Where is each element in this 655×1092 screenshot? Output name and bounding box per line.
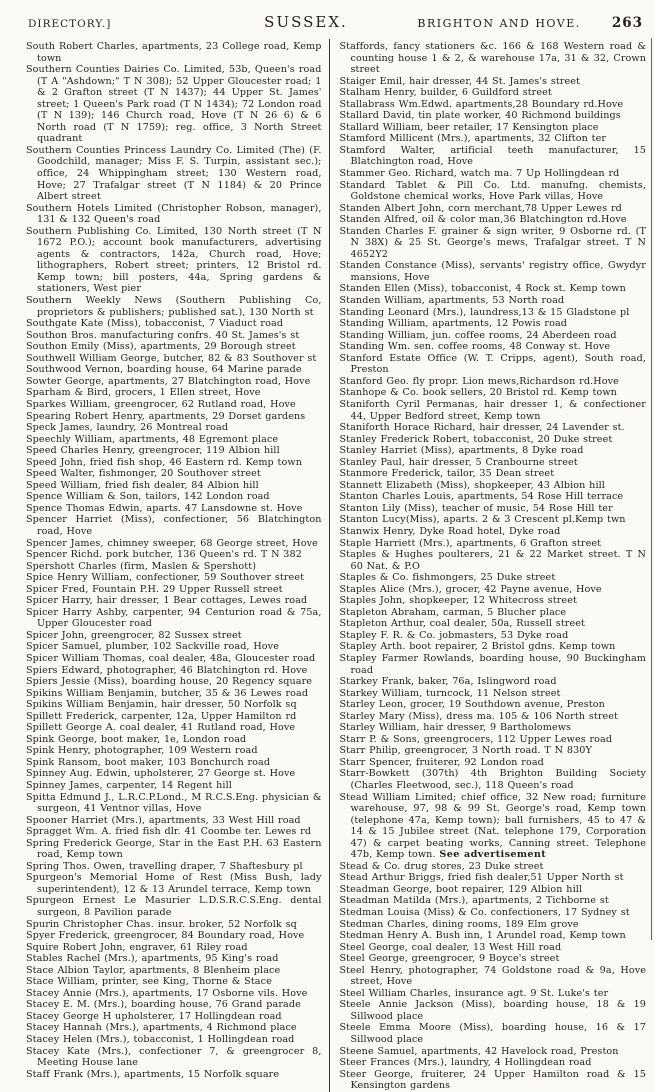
directory-entry: Stapleton Abraham, carman, 5 Blucher place <box>339 606 567 618</box>
directory-entry: Stanwix Henry, Dyke Road hotel, Dyke road <box>339 525 561 537</box>
directory-entry: Starr-Bowkett (307th) 4th Brighton Building Society (Charles Fleetwood, sec.), 118 Queen's road <box>339 768 646 791</box>
directory-entry: Spiers Edward, photographer, 46 Blatchington rd. Hove <box>26 664 308 676</box>
directory-entry: Sparkes William, greengrocer, 62 Rutland road, Hove <box>26 398 296 410</box>
directory-entry: Stanford Estate Office (W. T. Cripps, agent), South road, Preston <box>339 352 646 376</box>
directory-entry: Standard Tablet & Pill Co. Ltd. manufng. chemists, Goldstone chemical works, Hove Park villas, Hove <box>339 179 646 203</box>
directory-entry: Spearing Robert Henry, apartments, 29 Dorset gardens <box>26 410 306 422</box>
directory-entry: Steadman Matilda (Mrs.), apartments, 2 Tichborne st <box>339 895 609 907</box>
directory-entry: Spence William & Son, tailors, 142 London road <box>26 491 270 503</box>
directory-entry: Spicer Harry Ashby, carpenter, 94 Centurion road & 75a, Upper Gloucester road <box>26 606 322 630</box>
directory-entry: Standen William, apartments, 53 North road <box>339 295 565 307</box>
directory-entry: Starley William, hair dresser, 9 Bartholomews <box>339 722 572 734</box>
directory-entry: Southern Weekly News (Southern Publishing Co, proprietors & publishers; published sat.), 130 North st <box>26 295 322 318</box>
directory-entry: Southon Bros. manufacturing confrs. 40 St. James's st <box>26 329 300 341</box>
directory-entry: Stanford Geo. fly propr. Lion mews,Richardson rd.Hove <box>339 375 619 387</box>
directory-entry: Standen Constance (Miss), servants' registry office, Gwydyr mansions, Hove <box>339 260 646 283</box>
directory-entry: Spyer Frederick, greengrocer, 84 Boundary road, Hove <box>26 930 305 942</box>
directory-entry: Standing Wm. sen. coffee rooms, 48 Conway st. Hove <box>339 341 611 353</box>
directory-entry: Stamford Millicent (Mrs.), apartments, 32 Clifton ter <box>339 133 607 145</box>
directory-entry: Staple Harriett (Mrs.), apartments, 6 Grafton street <box>339 537 602 549</box>
directory-entry: Speed William, fried fish dealer, 84 Albion hill <box>26 479 259 491</box>
directory-entry: Stalham Henry, builder, 6 Guildford street <box>339 87 552 99</box>
page-header <box>4 10 653 37</box>
directory-entry: Spencer James, chimney sweeper, 68 George street, Hove <box>26 537 318 549</box>
directory-entry: Steel Henry, photographer, 74 Goldstone road & 9a, Hove street, Hove <box>339 964 646 988</box>
directory-entry: Stacey E. M. (Mrs.), boarding house, 76 Grand parade <box>26 999 301 1011</box>
directory-entry: Staples & Hughes poulterers, 21 & 22 Market street. T N 60 Nat. & P.O <box>339 549 646 572</box>
directory-entry: Steel William Charles, insurance agt. 9 St. Luke's ter <box>339 987 609 999</box>
directory-entry: Staples John, shopkeeper, 12 Whitecross street <box>339 595 577 607</box>
directory-column-right <box>329 39 654 1092</box>
directory-entry: Starr P. & Sons, greengrocers, 112 Upper Lewes road <box>339 733 613 745</box>
directory-entry: Spurgeon's Memorial Home of Rest (Miss Bush, lady superintendent), 12 & 13 Arundel terrace, Kemp town <box>26 872 322 895</box>
directory-entry: Starr Philip, greengrocer, 3 North road. T N 830Y <box>339 745 592 757</box>
directory-entry: Spiers Jessie (Miss), boarding house, 20 Regency square <box>26 676 313 688</box>
directory-entry: Speed Charles Henry, greengrocer, 119 Albion hill <box>26 445 280 457</box>
directory-entry: Starkey Frank, baker, 76a, Islingword road <box>339 676 557 688</box>
directory-entry: Spence Thomas Edwin, aparts. 47 Lansdowne st. Hove <box>26 502 303 514</box>
page-title: SUSSEX. <box>264 13 348 31</box>
directory-entry: Starr Spencer, fruiterer, 92 London road <box>339 756 544 768</box>
directory-entry: Steel George, greengrocer, 9 Boyce's street <box>339 953 560 965</box>
directory-entry: Spink Ransom, boot maker, 103 Bonchurch road <box>26 756 271 768</box>
directory-entry: Spring Thos. Owen, travelling draper, 7 Shaftesbury pl <box>26 860 303 872</box>
directory-entry: Stace Albion Taylor, apartments, 8 Blenheim place <box>26 964 281 976</box>
directory-entry: Stapley Farmer Rowlands, boarding house, 90 Buckingham road <box>339 652 646 676</box>
directory-entry: Spencer Richd. pork butcher, 136 Queen's rd. T N 382 <box>26 549 302 561</box>
directory-entry: Stanley Frederick Robert, tobacconist, 20 Duke street <box>339 433 613 445</box>
directory-entry: Spitta Edmund J., L.R.C.P.Lond., M R.C.S.Eng. physician & surgeon, 41 Ventnor villas, Hove <box>26 791 322 815</box>
directory-entry: Stacey Kate (Mrs.), confectioner 7, & greengrocer 8, Meeting House lane <box>26 1045 322 1069</box>
directory-entry: Starley Leon, grocer, 19 Southdown avenue, Preston <box>339 699 605 711</box>
directory-entry: Stapley Arth. boot repairer, 2 Bristol gdns. Kemp town <box>339 641 616 653</box>
directory-entry: Stannett Elizabeth (Miss), shopkeeper, 43 Albion hill <box>339 479 605 491</box>
directory-entry: Stanmore Frederick, tailor, 35 Dean street <box>339 468 555 480</box>
directory-entry: Starley Mary (Miss), dress ma. 105 & 106 North street <box>339 710 619 722</box>
directory-entry: Spikins William Benjamin, butcher, 35 & 36 Lewes road <box>26 687 309 699</box>
directory-entry: Speed Walter, fishmonger, 20 Southover street <box>26 468 261 480</box>
directory-entry: Staples Alice (Mrs.), grocer, 42 Payne avenue, Hove <box>339 583 602 595</box>
directory-entry: Staniforth Cyril Permanas, hair dresser 1, & confectioner 44, Upper Bedford street, Kemp town <box>339 398 646 422</box>
directory-entry: Steer George, fruiterer, 24 Upper Hamilton road & 15 Kensington gardens <box>339 1068 646 1092</box>
directory-entry: Stead & Co. drug stores, 23 Duke street <box>339 860 544 872</box>
directory-entry: Steer Frances (Mrs.), laundry, 4 Hollingdean road <box>339 1057 592 1069</box>
directory-entry: Standen Alfred, oil & color man,36 Blatchington rd.Hove <box>339 214 627 226</box>
directory-entry: Stanton Lucy(Miss), aparts. 2 & 3 Crescent pl.Kemp twn <box>339 514 626 526</box>
header-place-label: BRIGHTON AND HOVE. <box>417 17 581 30</box>
directory-entry: Spillett Frederick, carpenter, 12a, Upper Hamilton rd <box>26 710 297 722</box>
directory-entry: Stead Arthur Briggs, fried fish dealer,51 Upper North st <box>339 872 624 884</box>
directory-entry: Stace William, printer, see King, Thorne & Stace <box>26 976 272 988</box>
directory-entry: Spicer Harry, hair dresser, 1 Bear cottages, Lewes road <box>26 595 308 607</box>
directory-entry: Stapleton Arthur, coal dealer, 50a, Russell street <box>339 618 585 630</box>
directory-entry: Stacey Hannah (Mrs.), apartments, 4 Richmond place <box>26 1022 297 1034</box>
directory-entry: Speechly William, apartments, 48 Egremont place <box>26 433 279 445</box>
directory-entry: Stanton Lily (Miss), teacher of music, 54 Rose Hill ter <box>339 502 613 514</box>
directory-entry: Standen Albert John, corn merchant,78 Upper Lewes rd <box>339 202 622 214</box>
directory-entry: Stead William Limited; chief office, 32 New road; furniture warehouse, 97, 98 & 99 St. George's road, Kemp town (telephone 47a, Kemp town); ball furnishers, 45 to 47 & 14 & 15 Jubilee street (Nat. telephone 179, Corporation 47) & carpet beating works, Canning street. Telephone 47b, Kemp town. See advertisement <box>339 791 646 861</box>
directory-entry: Standing William, jun. coffee rooms, 24 Aberdeen road <box>339 329 617 341</box>
directory-entry: Spring Frederick George, Star in the East P.H. 63 Eastern road, Kemp town <box>26 837 322 861</box>
directory-entry: Spicer William Thomas, coal dealer, 48a, Gloucester road <box>26 652 316 664</box>
directory-entry: Starkey William, turncock, 11 Nelson street <box>339 687 561 699</box>
directory-entry: Spurgeon Ernest Le Masurier L.D.S.R.C.S.Eng. dental surgeon, 8 Pavilion parade <box>26 895 322 919</box>
directory-entry: Spillett George A. coal dealer, 41 Rutland road, Hove <box>26 722 296 734</box>
directory-entry: Stedman Louisa (Miss) & Co. confectioners, 17 Sydney st <box>339 907 630 919</box>
directory-entry: Southern Counties Dairies Co. Limited, 53b, Queen's road (T A "Ashdown;" T N 308); 52 Upper Gloucester road; 1 & 2 Grafton street (T N 1437); 44 Upper St. James' street; 1 Queen's Park road (T N 1434); 72 London road (T N 139); 146 Church road, Hove (T N 26 6) & 6 North road (T N 1759); reg. office, 3 North Street quadrant <box>26 64 322 145</box>
directory-entry: Staff Frank (Mrs.), apartments, 15 Norfolk square <box>26 1068 280 1080</box>
directory-entry: Steene Samuel, apartments, 42 Havelock road, Preston <box>339 1045 619 1057</box>
directory-entry: Sowter George, apartments, 27 Blatchington road, Hove <box>26 375 311 387</box>
directory-entry: Speed John, fried fish shop, 46 Eastern rd. Kemp town <box>26 456 302 468</box>
directory-entry: Spice Henry William, confectioner, 59 Southover street <box>26 572 305 584</box>
directory-entry: Staiger Emil, hair dresser, 44 St. James's street <box>339 75 581 87</box>
directory-entry: Standen Charles F. grainer & sign writer, 9 Osborne rd. (T N 38X) & 25 St. George's mews, Trafalgar street. T N 4652Y2 <box>339 225 646 260</box>
directory-entry: Stallabrass Wm.Edwd. apartments,28 Boundary rd.Hove <box>339 98 624 110</box>
directory-entry: Southwood Vernon, boarding house, 64 Marine parade <box>26 364 302 376</box>
see-advertisement-note: See advertisement <box>439 849 547 861</box>
directory-entry: Stables Rachel (Mrs.), apartments, 95 King's road <box>26 953 279 965</box>
page-number: 263 <box>611 15 643 31</box>
directory-entry: Spicer Fred, Fountain P.H. 29 Upper Russell street <box>26 583 283 595</box>
directory-entry: Standing William, apartments, 12 Powis road <box>339 318 568 330</box>
directory-entry: Stallard David, tin plate worker, 40 Richmond buildings <box>339 110 621 122</box>
directory-entry: Spicer Samuel, plumber, 102 Sackville road, Hove <box>26 641 279 653</box>
directory-entry: Stapley F. R. & Co. jobmasters, 53 Dyke road <box>339 629 569 641</box>
directory-entry: Staples & Co. fishmongers, 25 Duke street <box>339 572 556 584</box>
directory-entry: Stanhope & Co. book sellers, 20 Bristol rd. Kemp town <box>339 387 617 399</box>
directory-entry: Southern Hotels Limited (Christopher Robson, manager), 131 & 132 Queen's road <box>26 202 322 226</box>
directory-entry: Spikins William Benjamin, hair dresser, 50 Norfolk sq <box>26 699 297 711</box>
directory-entry: Spershott Charles (firm, Maslen & Spershott) <box>26 560 257 572</box>
directory-entry: Stanley Harriet (Miss), apartments, 8 Dyke road <box>339 445 584 457</box>
directory-entry: Stacey Helen (Mrs.), tobacconist, 1 Hollingdean road <box>26 1034 295 1046</box>
directory-entry: Spicer John, greengrocer, 82 Sussex street <box>26 629 242 641</box>
directory-entry: Spink Henry, photographer, 109 Western road <box>26 745 258 757</box>
directory-entry: Speck James, laundry, 26 Montreal road <box>26 422 229 434</box>
directory-entry: Stedman Henry A. Bush inn, 1 Arundel road, Kemp town <box>339 930 626 942</box>
directory-entry: Staffords, fancy stationers &c. 166 & 168 Western road & counting house 1 & 2, & warehouse 17a, 31 & 32, Crown street <box>339 41 646 76</box>
directory-entry: Stacey Annie (Mrs.), apartments, 17 Osborne vils. Hove <box>26 987 308 999</box>
directory-entry: Southern Counties Princess Laundry Co. Limited (The) (F. Goodchild, manager; Miss F. S. Turpin, assistant sec.); office, 24 Whippingham street; 130 Western road, Hove; 27 Trafalgar street (T N 1184) & 20 Prince Albert street <box>26 144 322 203</box>
directory-entry: Spooner Harriet (Mrs.), apartments, 33 West Hill road <box>26 814 301 826</box>
directory-entry: Stamford Walter, artificial teeth manufacturer, 15 Blatchington road, Hove <box>339 144 646 168</box>
directory-entry: South Robert Charles, apartments, 23 College road, Kemp town <box>26 41 322 64</box>
directory-column-left <box>4 39 329 1092</box>
directory-entry: Steel George, coal dealer, 13 West Hill road <box>339 941 562 953</box>
directory-entry: Southgate Kate (Miss), tobacconist, 7 Viaduct road <box>26 318 284 330</box>
directory-entry: Stallard William, beer retailer, 17 Kensington place <box>339 121 599 133</box>
directory-entry: Steele Emma Moore (Miss), boarding house, 16 & 17 Sillwood place <box>339 1022 646 1046</box>
directory-entry: Sparham & Bird, grocers, 1 Ellen street, Hove <box>26 387 261 399</box>
directory-entry: Spragget Wm. A. fried fish dlr. 41 Coombe ter. Lewes rd <box>26 826 312 838</box>
directory-entry: Spink George, boot maker, 1e, London road <box>26 733 247 745</box>
directory-entry: Spinney James, carpenter, 14 Regent hill <box>26 780 232 791</box>
directory-entry: Stacey George H upholsterer, 17 Hollingdean road <box>26 1010 282 1022</box>
directory-entry: Standing Leonard (Mrs.), laundress,13 & 15 Gladstone pl <box>339 306 630 318</box>
directory-entry: Stedman Charles, dining rooms, 189 Elm grove <box>339 918 579 930</box>
directory-entry: Spinney Aug. Edwin, upholsterer, 27 George st. Hove <box>26 768 296 780</box>
directory-entry: Spencer Harriet (Miss), confectioner, 56 Blatchington road, Hove <box>26 514 322 537</box>
directory-entry: Southwell William George, butcher, 82 & 83 Southover st <box>26 352 317 364</box>
directory-entry: Staniforth Horace Richard, hair dresser, 24 Lavender st. <box>339 422 625 434</box>
directory-entry: Southon Emily (Miss), apartments, 29 Borough street <box>26 341 296 353</box>
directory-entry: Squire Robert John, engraver, 61 Riley road <box>26 941 248 953</box>
page-edge-line <box>651 38 653 940</box>
directory-entry: Stammer Geo. Richard, watch ma. 7 Up Hollingdean rd <box>339 168 620 180</box>
directory-entry: Steadman George, boot repairer, 129 Albion hill <box>339 883 583 895</box>
directory-entry: Steele Annie Jackson (Miss), boarding house, 18 & 19 Sillwood place <box>339 999 646 1022</box>
header-right-group <box>348 12 643 31</box>
header-directory-label: DIRECTORY.] <box>28 18 112 30</box>
directory-entry: Standen Ellen (Miss), tobacconist, 4 Rock st. Kemp town <box>339 283 626 295</box>
directory-columns <box>4 39 653 1092</box>
directory-entry: Stanley Paul, hair dresser, 5 Cranbourne street <box>339 456 578 468</box>
directory-entry: Stanton Charles Louis, apartments, 54 Rose Hill terrace <box>339 491 624 503</box>
directory-entry: Southern Publishing Co. Limited, 130 North street (T N 1672 P.O.); account book manufacturers, advertising agents & contractors, 142a, Church road, Hove; lithographers, Robert street; printers, 12 Bristol rd. Kemp town; bill posters, 44a, Spring gardens & stationers, West pier <box>26 225 322 295</box>
directory-entry: Spurin Christopher Chas. insur. broker, 52 Norfolk sq <box>26 918 297 930</box>
